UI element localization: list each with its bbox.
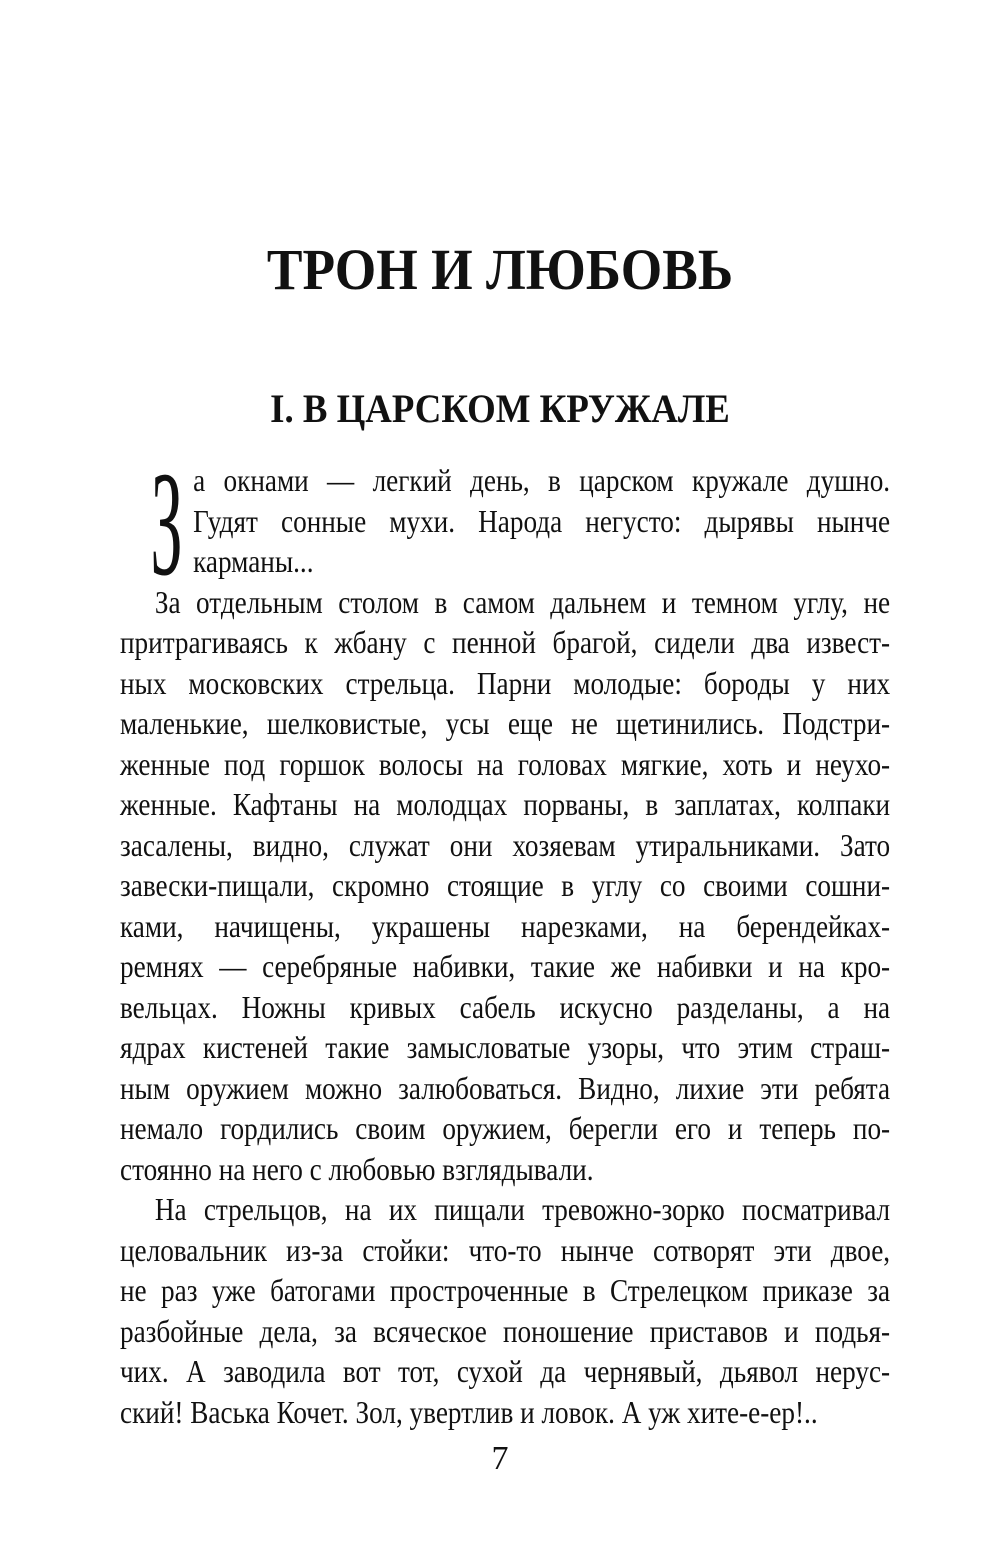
text-line: карманы...	[193, 543, 314, 579]
text-line: завески-пищали, скромно стоящие в углу со своими сошни-	[120, 867, 891, 903]
text-line: притрагиваясь к жбану с пенной брагой, сидели два извест-	[120, 624, 891, 660]
drop-cap: З	[150, 441, 183, 607]
text-line: Гудят сонные мухи. Народа негусто: дырявы нынче	[193, 502, 891, 539]
text-line: немало гордились своим оружием, берегли его и теперь по-	[120, 1110, 891, 1146]
text-line: ядрах кистеней такие замысловатые узоры, что этим страш-	[120, 1029, 891, 1065]
book-title: ТРОН И ЛЮБОВЬ	[266, 237, 734, 302]
page-number: 7	[491, 1440, 509, 1477]
text-line: ский! Васька Кочет. Зол, увертлив и ловок. А уж хите-е-ер!..	[120, 1393, 818, 1430]
text-line: не раз уже батогами простроченные в Стрелецком приказе за	[120, 1272, 891, 1308]
text-line: засалены, видно, служат они хозяевам утиральниками. Зато	[120, 826, 891, 863]
text-line: женные под горшок волосы на головах мягкие, хоть и неухо-	[120, 745, 891, 782]
text-line: стоянно на него с любовью взглядывали.	[120, 1150, 594, 1187]
text-line: а окнами — легкий день, в царском кружале душно.	[193, 462, 891, 498]
text-line: ных московских стрельца. Парни молодые: бороды у них	[120, 664, 891, 701]
text-line: За отдельным столом в самом дальнем и темном углу, не	[154, 583, 891, 620]
text-line: целовальник из-за стойки: что-то нынче сотворят эти двое,	[120, 1231, 891, 1268]
text-line: разбойные дела, за всяческое поношение приставов и подья-	[120, 1312, 891, 1349]
text-line: На стрельцов, на их пищали тревожно-зорко посматривал	[154, 1191, 891, 1227]
text-line: чих. А заводила вот тот, сухой да чернявый, дьявол нерус-	[120, 1353, 891, 1389]
text-line: женные. Кафтаны на молодцах порваны, в заплатах, колпаки	[120, 786, 891, 822]
text-line: ками, начищены, украшены нарезками, на берендейках-	[120, 907, 891, 944]
text-line: ремнях — серебряные набивки, такие же набивки и на кро-	[120, 948, 891, 984]
body-text	[120, 441, 891, 1432]
chapter-title: I. В ЦАРСКОМ КРУЖАЛЕ	[270, 386, 730, 431]
text-line: вельцах. Ножны кривых сабель искусно разделаны, а на	[120, 988, 891, 1025]
text-line: маленькие, шелковистые, усы еще не щетинились. Подстри-	[120, 705, 891, 741]
text-line: ным оружием можно залюбоваться. Видно, лихие эти ребята	[120, 1069, 891, 1106]
